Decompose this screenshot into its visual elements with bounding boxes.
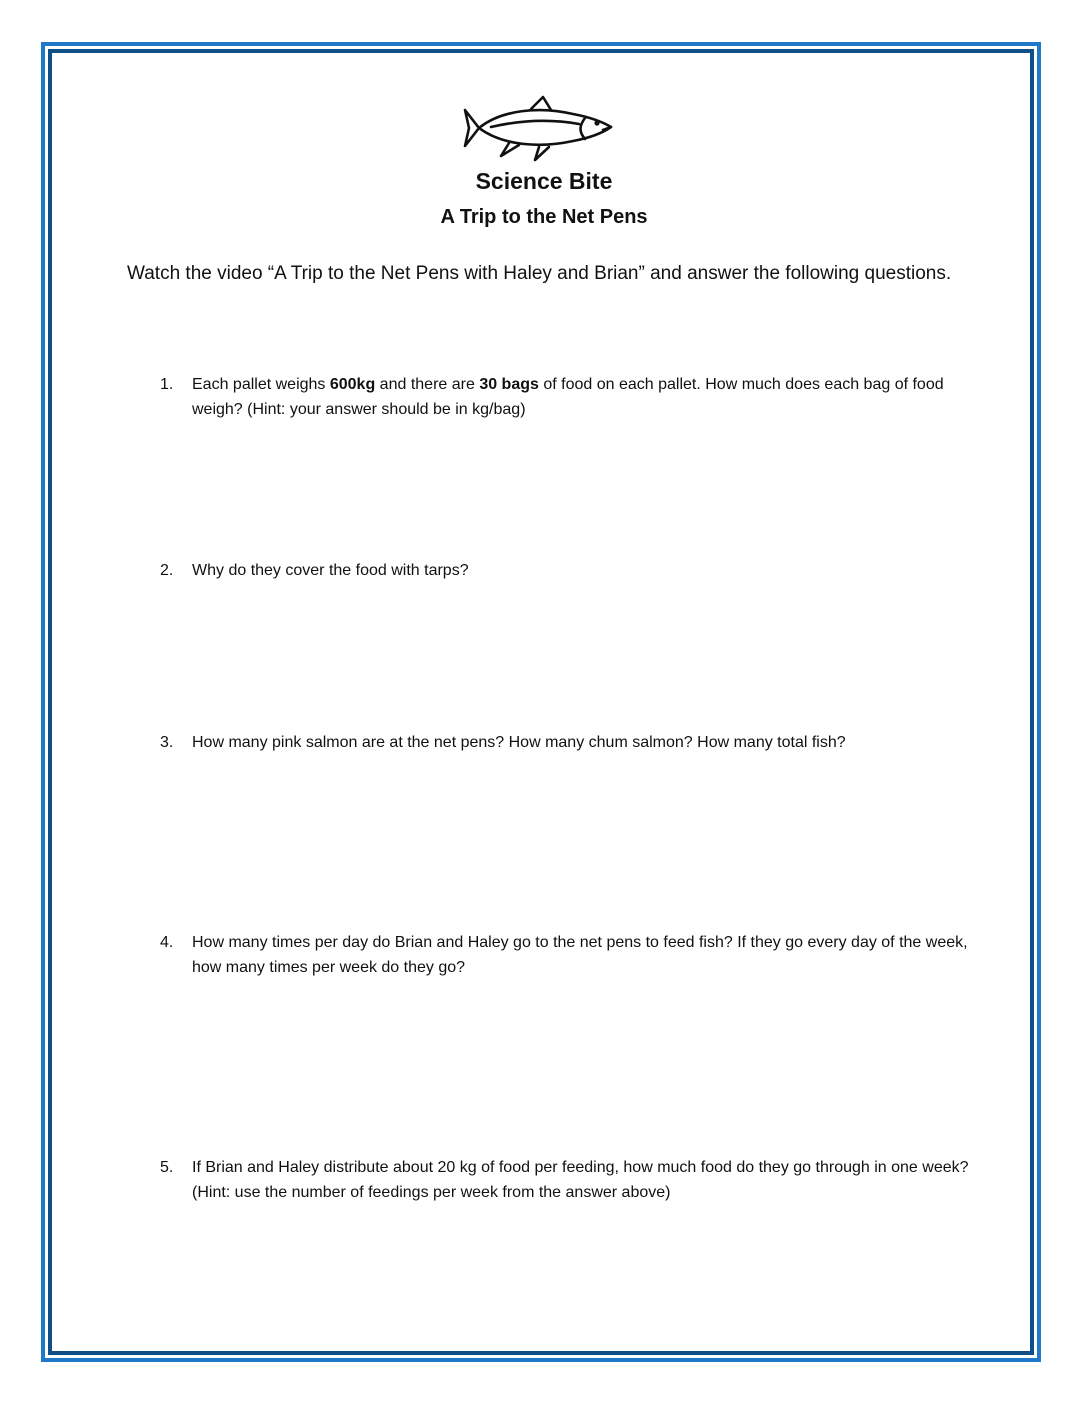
question-text: How many times per day do Brian and Haley go to the net pens to feed fish? If they go every day of the week, how many times per week do they go?	[192, 934, 968, 976]
question-number: 2.	[160, 562, 174, 579]
question-5	[160, 1155, 970, 1205]
question-text: If Brian and Haley distribute about 20 kg of food per feeding, how much food do they go through in one week? (Hint: use the number of feedings per week from the answer above)	[192, 1159, 969, 1201]
question-1	[160, 372, 970, 422]
page-title: Science Bite	[475, 168, 613, 194]
question-number: 4.	[160, 934, 174, 951]
question-number: 5.	[160, 1159, 174, 1176]
question-text: Why do they cover the food with tarps?	[192, 562, 469, 579]
question-number: 3.	[160, 734, 174, 751]
salmon-fish-icon	[461, 94, 617, 164]
page-subtitle: A Trip to the Net Pens	[440, 206, 648, 228]
question-text: How many pink salmon are at the net pens? How many chum salmon? How many total fish?	[192, 734, 846, 751]
question-text: Each pallet weighs 600kg and there are 30 bags of food on each pallet. How much does each bag of food weigh? (Hint: your answer should be in kg/bag)	[192, 376, 944, 418]
instructions-text: Watch the video “A Trip to the Net Pens with Haley and Brian” and answer the following questions.	[127, 263, 952, 284]
question-2	[160, 558, 970, 583]
question-3	[160, 730, 970, 755]
question-number: 1.	[160, 376, 174, 393]
bag-count-value: 30 bags	[479, 376, 539, 393]
question-4	[160, 930, 970, 980]
pallet-weight-value: 600kg	[329, 376, 376, 393]
